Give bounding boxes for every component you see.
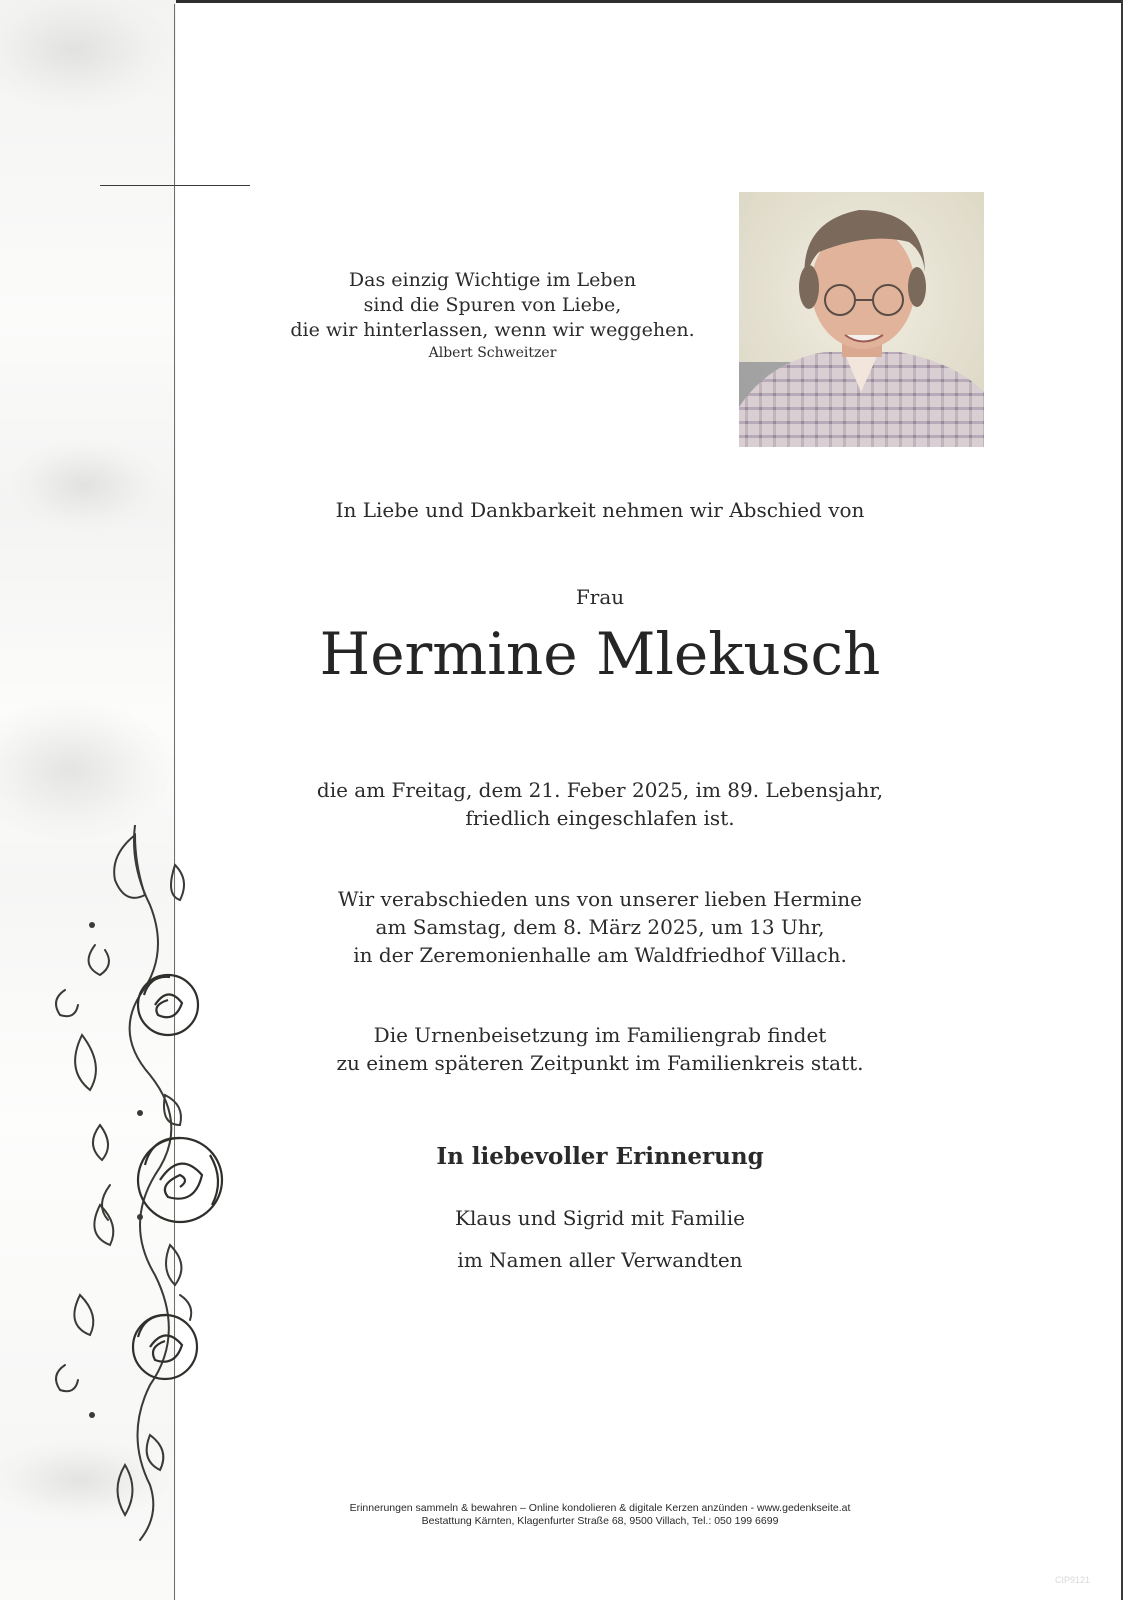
quote-line: Das einzig Wichtige im Leben (348, 269, 637, 291)
farewell-line: in der Zeremonienhalle am Waldfriedhof Villach. (353, 943, 847, 967)
intro-text: In Liebe und Dankbarkeit nehmen wir Abschied von (335, 498, 865, 522)
quote-line: sind die Spuren von Liebe, (363, 294, 622, 316)
farewell-line: am Samstag, dem 8. März 2025, um 13 Uhr, (375, 915, 825, 939)
burial-notice (250, 1021, 950, 1077)
rose-ornament (40, 825, 250, 1545)
cross-symbol (100, 185, 250, 186)
farewell-line: Wir verabschieden uns von unserer lieben Hermine (338, 887, 862, 911)
footer-line: Erinnerungen sammeln & bewahren – Online kondolieren & digitale Kerzen anzünden - www.gedenkseite.at (349, 1502, 851, 1514)
death-line: friedlich eingeschlafen ist. (465, 806, 735, 830)
deceased-name: Hermine Mlekusch (319, 620, 881, 688)
death-notice (250, 776, 950, 832)
salutation: Frau (575, 585, 625, 609)
quote-line: die wir hinterlassen, wenn wir weggehen. (290, 319, 695, 341)
death-line: die am Freitag, dem 21. Feber 2025, im 89. Lebensjahr, (316, 778, 884, 802)
farewell-notice (250, 885, 950, 969)
family-line: Klaus und Sigrid mit Familie (455, 1206, 745, 1230)
closing-phrase: In liebevoller Erinnerung (436, 1143, 764, 1170)
document-code: CIP9121 (1055, 1575, 1091, 1585)
burial-line: Die Urnenbeisetzung im Familiengrab findet (373, 1023, 827, 1047)
footer-line: Bestattung Kärnten, Klagenfurter Straße 68, 9500 Villach, Tel.: 050 199 6699 (421, 1515, 779, 1527)
burial-line: zu einem späteren Zeitpunkt im Familienkreis statt. (336, 1051, 864, 1075)
portrait-photo (739, 192, 984, 447)
memorial-quote (290, 268, 695, 363)
quote-author: Albert Schweitzer (428, 345, 557, 361)
footer (250, 1502, 950, 1528)
family-line: im Namen aller Verwandten (457, 1248, 743, 1272)
right-border (1121, 0, 1123, 1600)
